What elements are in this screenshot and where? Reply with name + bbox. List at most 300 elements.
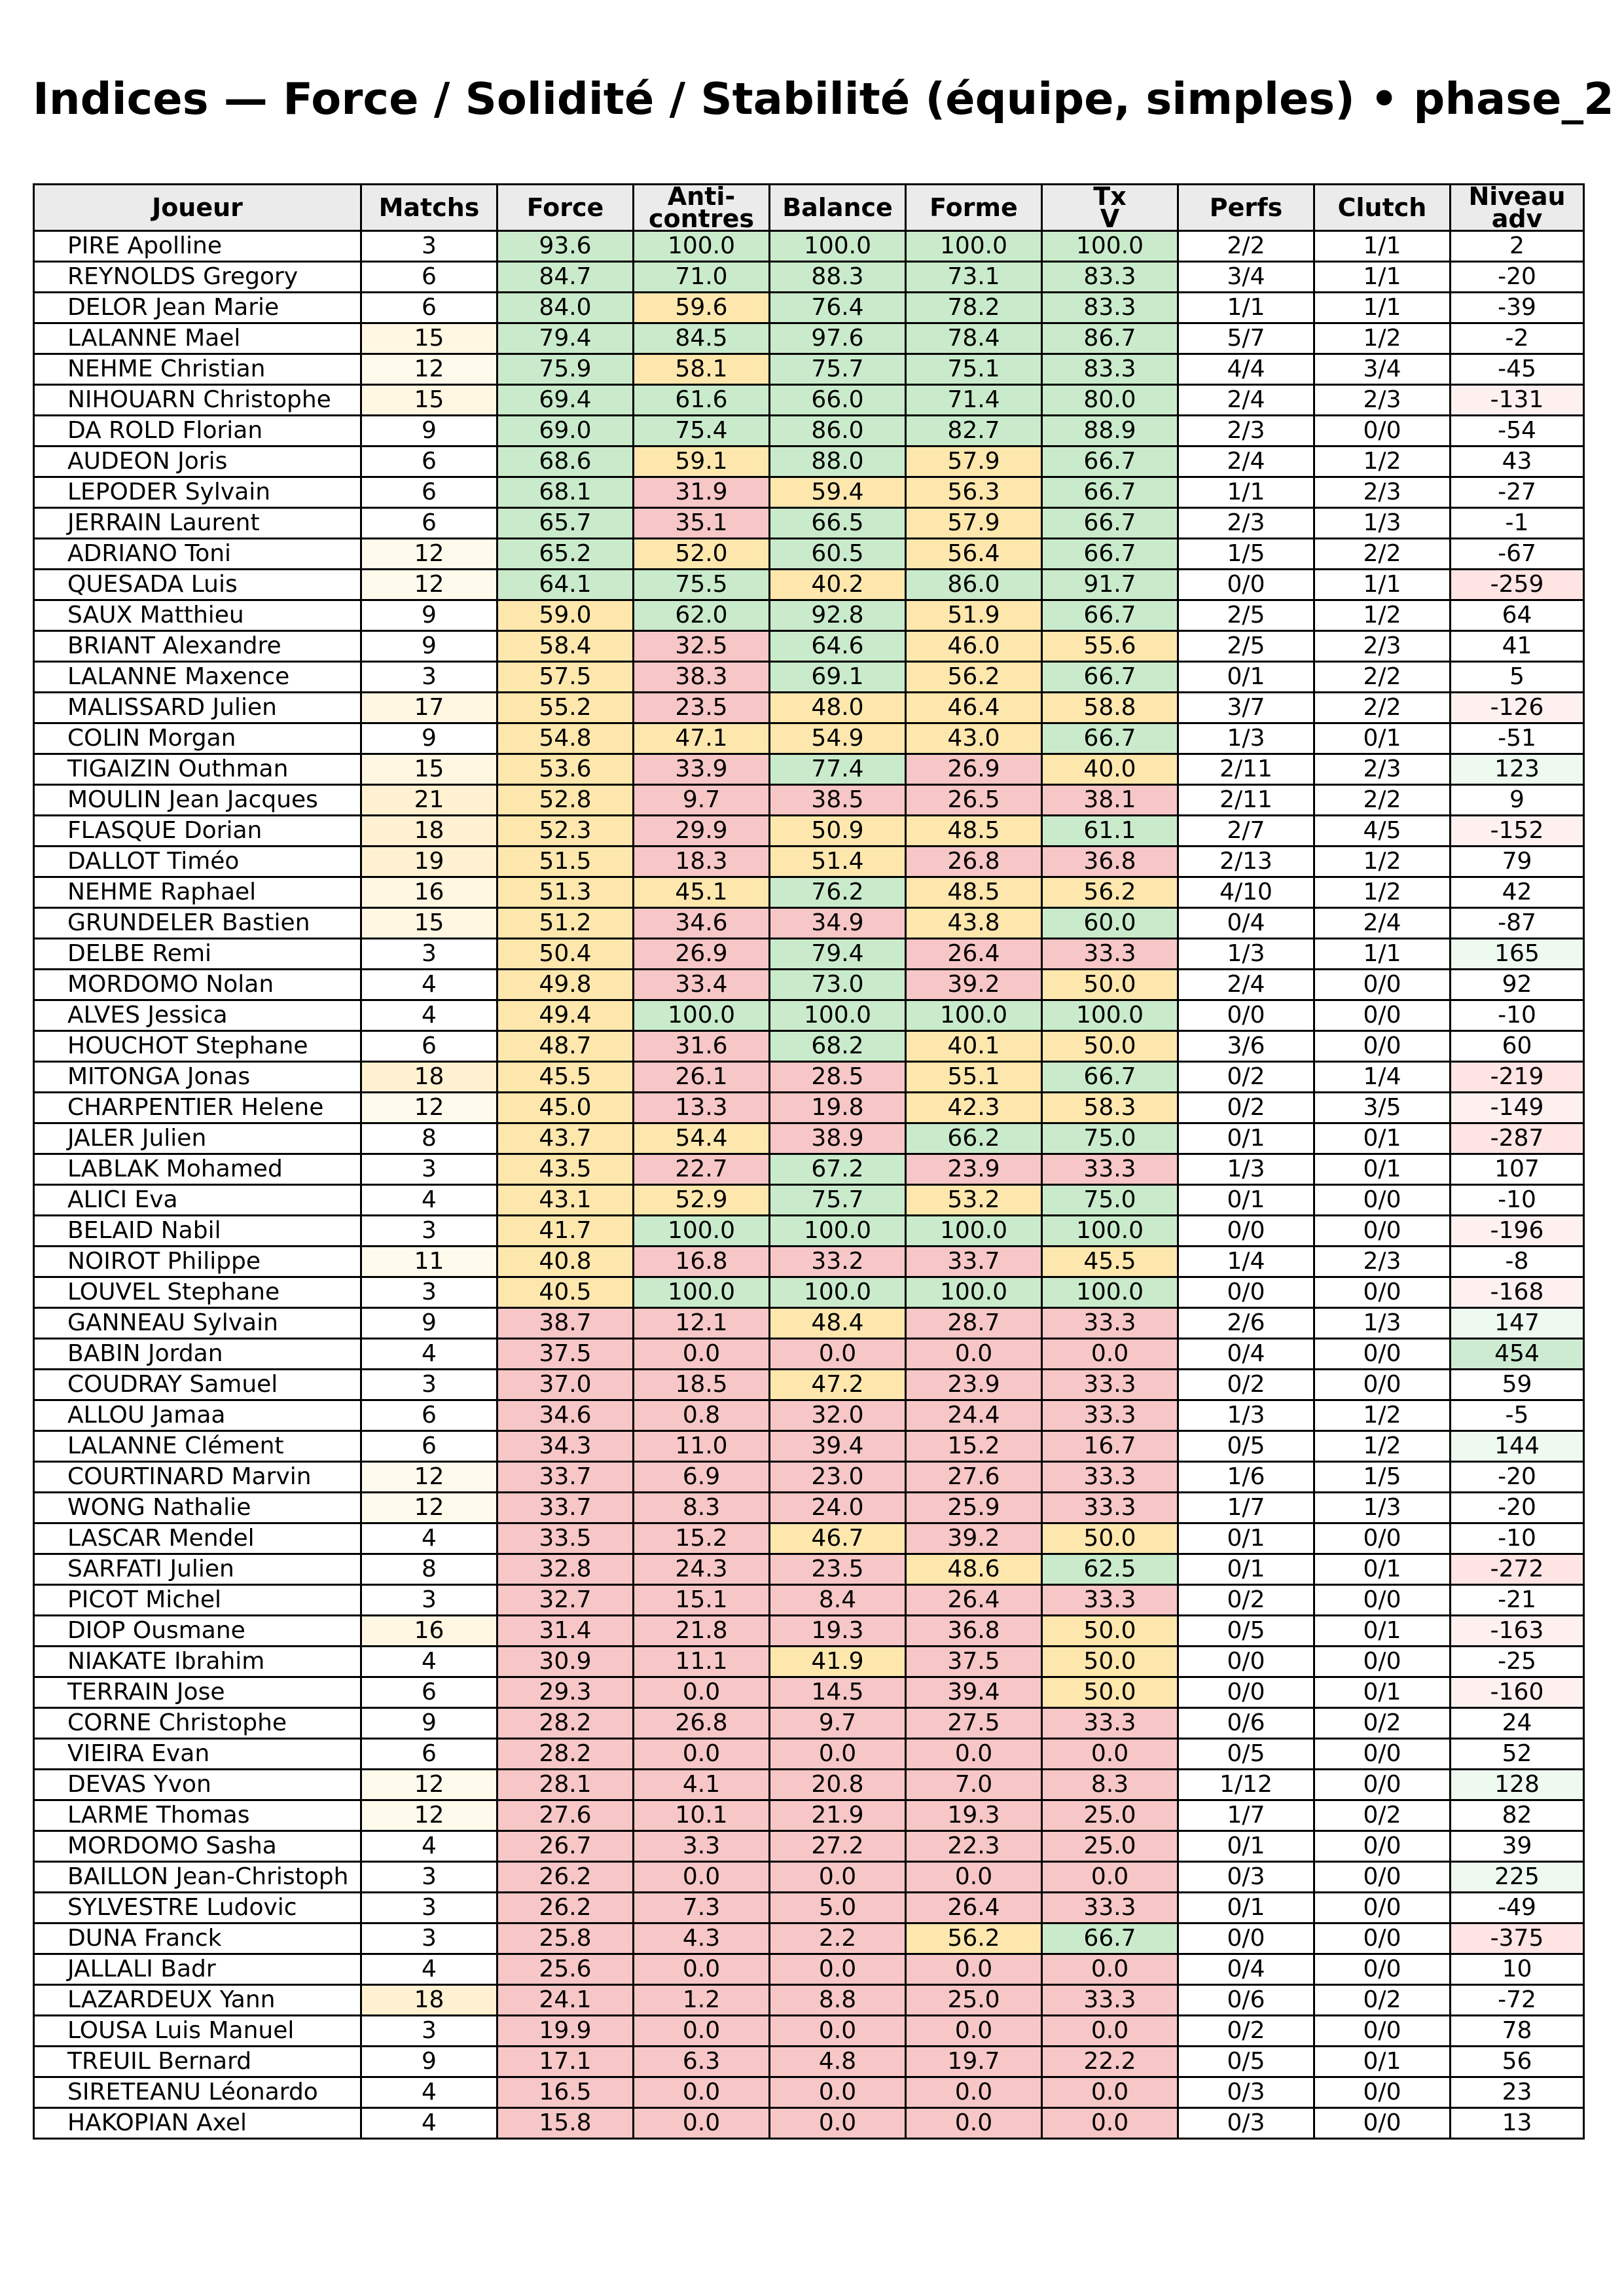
cell-player-name: LALANNE Mael xyxy=(34,323,361,354)
cell-perfs: 1/7 xyxy=(1178,1493,1314,1523)
cell-force: 32.7 xyxy=(497,1585,634,1616)
cell-clutch: 1/1 xyxy=(1314,231,1451,262)
cell-force: 68.1 xyxy=(497,477,634,508)
cell-player-name: MALISSARD Julien xyxy=(34,693,361,723)
cell-tx-v: 83.3 xyxy=(1042,262,1178,293)
cell-tx-v: 33.3 xyxy=(1042,1893,1178,1923)
cell-force: 32.8 xyxy=(497,1554,634,1585)
cell-tx-v: 100.0 xyxy=(1042,1000,1178,1031)
cell-forme: 25.9 xyxy=(906,1493,1042,1523)
cell-tx-v: 33.3 xyxy=(1042,1493,1178,1523)
cell-matchs: 3 xyxy=(361,1370,497,1400)
cell-matchs: 19 xyxy=(361,847,497,877)
cell-forme: 15.2 xyxy=(906,1431,1042,1462)
cell-force: 33.5 xyxy=(497,1523,634,1554)
cell-clutch: 0/0 xyxy=(1314,1277,1451,1308)
cell-matchs: 8 xyxy=(361,1554,497,1585)
cell-anti-contres: 7.3 xyxy=(634,1893,770,1923)
cell-player-name: DALLOT Timéo xyxy=(34,847,361,877)
cell-forme: 0.0 xyxy=(906,2077,1042,2108)
cell-tx-v: 22.2 xyxy=(1042,2047,1178,2077)
table-row xyxy=(34,1985,1584,2016)
cell-anti-contres: 31.6 xyxy=(634,1031,770,1062)
table-row xyxy=(34,323,1584,354)
cell-clutch: 0/1 xyxy=(1314,2047,1451,2077)
cell-niveau-adv: 128 xyxy=(1451,1770,1584,1800)
cell-force: 17.1 xyxy=(497,2047,634,2077)
cell-forme: 56.2 xyxy=(906,662,1042,693)
cell-player-name: BABIN Jordan xyxy=(34,1339,361,1370)
cell-anti-contres: 26.9 xyxy=(634,939,770,970)
cell-clutch: 1/2 xyxy=(1314,323,1451,354)
cell-matchs: 15 xyxy=(361,323,497,354)
cell-anti-contres: 100.0 xyxy=(634,1000,770,1031)
table-row xyxy=(34,385,1584,416)
cell-player-name: PICOT Michel xyxy=(34,1585,361,1616)
cell-force: 41.7 xyxy=(497,1216,634,1247)
cell-force: 55.2 xyxy=(497,693,634,723)
cell-matchs: 17 xyxy=(361,693,497,723)
col-header-matchs[interactable]: Matchs xyxy=(361,185,497,231)
table-row xyxy=(34,1123,1584,1154)
cell-niveau-adv: 144 xyxy=(1451,1431,1584,1462)
cell-niveau-adv: 39 xyxy=(1451,1831,1584,1862)
cell-matchs: 4 xyxy=(361,1647,497,1677)
cell-balance: 50.9 xyxy=(770,816,906,847)
cell-matchs: 4 xyxy=(361,1954,497,1985)
cell-anti-contres: 0.0 xyxy=(634,1954,770,1985)
cell-matchs: 3 xyxy=(361,662,497,693)
cell-niveau-adv: 107 xyxy=(1451,1154,1584,1185)
cell-balance: 19.8 xyxy=(770,1093,906,1123)
cell-player-name: HOUCHOT Stephane xyxy=(34,1031,361,1062)
table-row xyxy=(34,539,1584,570)
cell-forme: 0.0 xyxy=(906,1339,1042,1370)
cell-clutch: 0/1 xyxy=(1314,1616,1451,1647)
col-header-anti-contres[interactable]: Anti- contres xyxy=(634,185,770,231)
col-header-niveau-adv[interactable]: Niveau adv xyxy=(1451,185,1584,231)
cell-matchs: 9 xyxy=(361,1708,497,1739)
cell-anti-contres: 26.8 xyxy=(634,1708,770,1739)
cell-balance: 88.0 xyxy=(770,446,906,477)
cell-niveau-adv: 43 xyxy=(1451,446,1584,477)
cell-clutch: 2/3 xyxy=(1314,1247,1451,1277)
cell-anti-contres: 47.1 xyxy=(634,723,770,754)
cell-niveau-adv: 147 xyxy=(1451,1308,1584,1339)
col-header-tx-v[interactable]: Tx V xyxy=(1042,185,1178,231)
cell-niveau-adv: -54 xyxy=(1451,416,1584,446)
cell-balance: 100.0 xyxy=(770,231,906,262)
cell-tx-v: 75.0 xyxy=(1042,1123,1178,1154)
cell-forme: 100.0 xyxy=(906,1216,1042,1247)
cell-matchs: 3 xyxy=(361,1923,497,1954)
cell-anti-contres: 4.3 xyxy=(634,1923,770,1954)
cell-player-name: COURTINARD Marvin xyxy=(34,1462,361,1493)
cell-clutch: 2/2 xyxy=(1314,785,1451,816)
cell-tx-v: 0.0 xyxy=(1042,2108,1178,2139)
cell-niveau-adv: -72 xyxy=(1451,1985,1584,2016)
cell-player-name: CHARPENTIER Helene xyxy=(34,1093,361,1123)
table-row xyxy=(34,1831,1584,1862)
cell-balance: 100.0 xyxy=(770,1277,906,1308)
cell-force: 58.4 xyxy=(497,631,634,662)
cell-perfs: 0/2 xyxy=(1178,1062,1314,1093)
cell-niveau-adv: -160 xyxy=(1451,1677,1584,1708)
cell-forme: 100.0 xyxy=(906,231,1042,262)
table-row xyxy=(34,1923,1584,1954)
cell-clutch: 3/5 xyxy=(1314,1093,1451,1123)
cell-tx-v: 33.3 xyxy=(1042,1400,1178,1431)
cell-perfs: 0/6 xyxy=(1178,1708,1314,1739)
cell-matchs: 12 xyxy=(361,1493,497,1523)
cell-player-name: DUNA Franck xyxy=(34,1923,361,1954)
cell-force: 48.7 xyxy=(497,1031,634,1062)
cell-matchs: 4 xyxy=(361,1523,497,1554)
table-row xyxy=(34,1523,1584,1554)
cell-player-name: LAZARDEUX Yann xyxy=(34,1985,361,2016)
cell-clutch: 2/3 xyxy=(1314,754,1451,785)
cell-perfs: 2/2 xyxy=(1178,231,1314,262)
cell-tx-v: 0.0 xyxy=(1042,1739,1178,1770)
cell-matchs: 11 xyxy=(361,1247,497,1277)
cell-force: 79.4 xyxy=(497,323,634,354)
table-row xyxy=(34,231,1584,262)
cell-force: 40.5 xyxy=(497,1277,634,1308)
table-row xyxy=(34,2047,1584,2077)
cell-balance: 68.2 xyxy=(770,1031,906,1062)
cell-forme: 86.0 xyxy=(906,570,1042,600)
cell-tx-v: 36.8 xyxy=(1042,847,1178,877)
cell-anti-contres: 100.0 xyxy=(634,1216,770,1247)
cell-balance: 66.5 xyxy=(770,508,906,539)
cell-niveau-adv: -87 xyxy=(1451,908,1584,939)
cell-perfs: 0/1 xyxy=(1178,662,1314,693)
cell-anti-contres: 58.1 xyxy=(634,354,770,385)
cell-tx-v: 50.0 xyxy=(1042,1677,1178,1708)
table-row xyxy=(34,446,1584,477)
cell-matchs: 6 xyxy=(361,1400,497,1431)
cell-anti-contres: 0.0 xyxy=(634,1862,770,1893)
cell-clutch: 0/2 xyxy=(1314,1800,1451,1831)
cell-niveau-adv: -152 xyxy=(1451,816,1584,847)
cell-forme: 42.3 xyxy=(906,1093,1042,1123)
cell-forme: 43.0 xyxy=(906,723,1042,754)
cell-perfs: 0/2 xyxy=(1178,2016,1314,2047)
cell-forme: 48.6 xyxy=(906,1554,1042,1585)
cell-tx-v: 50.0 xyxy=(1042,970,1178,1000)
cell-clutch: 0/0 xyxy=(1314,1370,1451,1400)
cell-player-name: TREUIL Bernard xyxy=(34,2047,361,2077)
table-row xyxy=(34,662,1584,693)
cell-niveau-adv: -8 xyxy=(1451,1247,1584,1277)
cell-niveau-adv: -5 xyxy=(1451,1400,1584,1431)
cell-balance: 38.9 xyxy=(770,1123,906,1154)
cell-clutch: 0/0 xyxy=(1314,1339,1451,1370)
col-header-balance[interactable]: Balance xyxy=(770,185,906,231)
cell-balance: 77.4 xyxy=(770,754,906,785)
cell-player-name: SYLVESTRE Ludovic xyxy=(34,1893,361,1923)
cell-player-name: LOUVEL Stephane xyxy=(34,1277,361,1308)
cell-balance: 8.8 xyxy=(770,1985,906,2016)
cell-anti-contres: 0.8 xyxy=(634,1400,770,1431)
cell-perfs: 0/1 xyxy=(1178,1123,1314,1154)
table-row xyxy=(34,1708,1584,1739)
cell-balance: 100.0 xyxy=(770,1216,906,1247)
cell-player-name: LALANNE Maxence xyxy=(34,662,361,693)
cell-tx-v: 58.8 xyxy=(1042,693,1178,723)
cell-player-name: JERRAIN Laurent xyxy=(34,508,361,539)
cell-matchs: 3 xyxy=(361,939,497,970)
col-header-forme[interactable]: Forme xyxy=(906,185,1042,231)
cell-force: 25.6 xyxy=(497,1954,634,1985)
cell-matchs: 4 xyxy=(361,970,497,1000)
cell-matchs: 6 xyxy=(361,293,497,323)
cell-tx-v: 0.0 xyxy=(1042,1339,1178,1370)
cell-forme: 66.2 xyxy=(906,1123,1042,1154)
table-row xyxy=(34,2077,1584,2108)
table-row xyxy=(34,970,1584,1000)
cell-forme: 48.5 xyxy=(906,877,1042,908)
cell-clutch: 0/0 xyxy=(1314,2016,1451,2047)
cell-anti-contres: 52.0 xyxy=(634,539,770,570)
cell-clutch: 2/2 xyxy=(1314,693,1451,723)
cell-balance: 88.3 xyxy=(770,262,906,293)
cell-force: 15.8 xyxy=(497,2108,634,2139)
cell-clutch: 1/2 xyxy=(1314,1400,1451,1431)
cell-tx-v: 25.0 xyxy=(1042,1800,1178,1831)
cell-force: 52.8 xyxy=(497,785,634,816)
cell-clutch: 1/1 xyxy=(1314,293,1451,323)
page-title: Indices — Force / Solidité / Stabilité (équipe, simples) • phase_2 xyxy=(33,73,1614,124)
cell-matchs: 8 xyxy=(361,1123,497,1154)
cell-balance: 19.3 xyxy=(770,1616,906,1647)
table-row xyxy=(34,1216,1584,1247)
cell-matchs: 9 xyxy=(361,600,497,631)
cell-tx-v: 66.7 xyxy=(1042,723,1178,754)
cell-force: 64.1 xyxy=(497,570,634,600)
cell-perfs: 1/12 xyxy=(1178,1770,1314,1800)
cell-force: 54.8 xyxy=(497,723,634,754)
table-row xyxy=(34,2108,1584,2139)
cell-force: 45.0 xyxy=(497,1093,634,1123)
cell-balance: 20.8 xyxy=(770,1770,906,1800)
cell-matchs: 12 xyxy=(361,1800,497,1831)
cell-perfs: 0/5 xyxy=(1178,2047,1314,2077)
cell-force: 30.9 xyxy=(497,1647,634,1677)
cell-anti-contres: 54.4 xyxy=(634,1123,770,1154)
cell-perfs: 2/4 xyxy=(1178,446,1314,477)
cell-force: 38.7 xyxy=(497,1308,634,1339)
cell-perfs: 2/5 xyxy=(1178,631,1314,662)
col-header-perfs[interactable]: Perfs xyxy=(1178,185,1314,231)
cell-perfs: 3/7 xyxy=(1178,693,1314,723)
cell-niveau-adv: -67 xyxy=(1451,539,1584,570)
cell-anti-contres: 3.3 xyxy=(634,1831,770,1862)
cell-clutch: 2/2 xyxy=(1314,662,1451,693)
cell-forme: 0.0 xyxy=(906,1739,1042,1770)
cell-matchs: 6 xyxy=(361,508,497,539)
cell-force: 69.4 xyxy=(497,385,634,416)
cell-anti-contres: 62.0 xyxy=(634,600,770,631)
table-row xyxy=(34,1462,1584,1493)
cell-clutch: 0/1 xyxy=(1314,1677,1451,1708)
cell-balance: 64.6 xyxy=(770,631,906,662)
cell-clutch: 0/0 xyxy=(1314,1647,1451,1677)
cell-tx-v: 88.9 xyxy=(1042,416,1178,446)
table-row xyxy=(34,723,1584,754)
cell-matchs: 12 xyxy=(361,570,497,600)
cell-anti-contres: 24.3 xyxy=(634,1554,770,1585)
cell-player-name: TIGAIZIN Outhman xyxy=(34,754,361,785)
cell-perfs: 0/0 xyxy=(1178,1647,1314,1677)
table-row xyxy=(34,354,1584,385)
cell-anti-contres: 33.9 xyxy=(634,754,770,785)
cell-tx-v: 100.0 xyxy=(1042,1216,1178,1247)
cell-perfs: 1/5 xyxy=(1178,539,1314,570)
cell-forme: 57.9 xyxy=(906,446,1042,477)
cell-tx-v: 33.3 xyxy=(1042,939,1178,970)
cell-niveau-adv: -375 xyxy=(1451,1923,1584,1954)
cell-perfs: 1/3 xyxy=(1178,939,1314,970)
cell-force: 43.5 xyxy=(497,1154,634,1185)
cell-forme: 24.4 xyxy=(906,1400,1042,1431)
cell-tx-v: 58.3 xyxy=(1042,1093,1178,1123)
cell-forme: 100.0 xyxy=(906,1277,1042,1308)
table-row xyxy=(34,262,1584,293)
cell-matchs: 12 xyxy=(361,1093,497,1123)
cell-clutch: 3/4 xyxy=(1314,354,1451,385)
cell-player-name: COUDRAY Samuel xyxy=(34,1370,361,1400)
cell-forme: 26.5 xyxy=(906,785,1042,816)
cell-clutch: 1/1 xyxy=(1314,570,1451,600)
cell-clutch: 0/0 xyxy=(1314,2077,1451,2108)
cell-clutch: 2/3 xyxy=(1314,631,1451,662)
cell-player-name: MORDOMO Sasha xyxy=(34,1831,361,1862)
cell-perfs: 2/11 xyxy=(1178,785,1314,816)
cell-niveau-adv: -1 xyxy=(1451,508,1584,539)
cell-player-name: JALER Julien xyxy=(34,1123,361,1154)
cell-tx-v: 66.7 xyxy=(1042,508,1178,539)
cell-niveau-adv: 9 xyxy=(1451,785,1584,816)
table-row xyxy=(34,693,1584,723)
cell-perfs: 0/3 xyxy=(1178,1862,1314,1893)
cell-tx-v: 61.1 xyxy=(1042,816,1178,847)
table-header-row xyxy=(34,185,1584,231)
cell-perfs: 2/3 xyxy=(1178,416,1314,446)
cell-force: 27.6 xyxy=(497,1800,634,1831)
cell-matchs: 4 xyxy=(361,2108,497,2139)
cell-player-name: REYNOLDS Gregory xyxy=(34,262,361,293)
table-row xyxy=(34,600,1584,631)
cell-perfs: 2/3 xyxy=(1178,508,1314,539)
cell-anti-contres: 16.8 xyxy=(634,1247,770,1277)
cell-matchs: 4 xyxy=(361,2077,497,2108)
cell-force: 24.1 xyxy=(497,1985,634,2016)
table-row xyxy=(34,1554,1584,1585)
cell-balance: 14.5 xyxy=(770,1677,906,1708)
cell-anti-contres: 75.5 xyxy=(634,570,770,600)
cell-anti-contres: 38.3 xyxy=(634,662,770,693)
cell-player-name: DEVAS Yvon xyxy=(34,1770,361,1800)
cell-clutch: 2/4 xyxy=(1314,908,1451,939)
col-header-joueur[interactable]: Joueur xyxy=(34,185,361,231)
cell-clutch: 1/2 xyxy=(1314,847,1451,877)
cell-matchs: 18 xyxy=(361,1062,497,1093)
cell-perfs: 0/1 xyxy=(1178,1554,1314,1585)
col-header-force[interactable]: Force xyxy=(497,185,634,231)
cell-tx-v: 55.6 xyxy=(1042,631,1178,662)
cell-player-name: MITONGA Jonas xyxy=(34,1062,361,1093)
cell-perfs: 1/1 xyxy=(1178,293,1314,323)
cell-tx-v: 100.0 xyxy=(1042,231,1178,262)
cell-matchs: 6 xyxy=(361,477,497,508)
cell-perfs: 0/1 xyxy=(1178,1523,1314,1554)
cell-clutch: 0/0 xyxy=(1314,1585,1451,1616)
cell-clutch: 0/0 xyxy=(1314,416,1451,446)
cell-forme: 27.6 xyxy=(906,1462,1042,1493)
cell-force: 33.7 xyxy=(497,1493,634,1523)
cell-perfs: 0/2 xyxy=(1178,1370,1314,1400)
cell-perfs: 4/10 xyxy=(1178,877,1314,908)
cell-perfs: 0/3 xyxy=(1178,2108,1314,2139)
cell-perfs: 2/7 xyxy=(1178,816,1314,847)
cell-anti-contres: 21.8 xyxy=(634,1616,770,1647)
cell-player-name: CORNE Christophe xyxy=(34,1708,361,1739)
cell-matchs: 3 xyxy=(361,231,497,262)
cell-forme: 100.0 xyxy=(906,1000,1042,1031)
cell-matchs: 4 xyxy=(361,1000,497,1031)
table-row xyxy=(34,754,1584,785)
cell-clutch: 0/0 xyxy=(1314,1523,1451,1554)
cell-anti-contres: 13.3 xyxy=(634,1093,770,1123)
cell-anti-contres: 9.7 xyxy=(634,785,770,816)
cell-force: 75.9 xyxy=(497,354,634,385)
cell-tx-v: 33.3 xyxy=(1042,1154,1178,1185)
cell-forme: 46.0 xyxy=(906,631,1042,662)
cell-tx-v: 100.0 xyxy=(1042,1277,1178,1308)
cell-matchs: 3 xyxy=(361,1893,497,1923)
cell-niveau-adv: 2 xyxy=(1451,231,1584,262)
cell-tx-v: 66.7 xyxy=(1042,600,1178,631)
cell-player-name: GANNEAU Sylvain xyxy=(34,1308,361,1339)
table-row xyxy=(34,1616,1584,1647)
table-row xyxy=(34,1647,1584,1677)
cell-player-name: AUDEON Joris xyxy=(34,446,361,477)
cell-force: 19.9 xyxy=(497,2016,634,2047)
cell-perfs: 0/1 xyxy=(1178,1185,1314,1216)
cell-matchs: 3 xyxy=(361,2016,497,2047)
cell-perfs: 2/6 xyxy=(1178,1308,1314,1339)
cell-forme: 53.2 xyxy=(906,1185,1042,1216)
cell-matchs: 4 xyxy=(361,1339,497,1370)
cell-forme: 75.1 xyxy=(906,354,1042,385)
table-row xyxy=(34,1000,1584,1031)
cell-perfs: 0/2 xyxy=(1178,1585,1314,1616)
cell-niveau-adv: -196 xyxy=(1451,1216,1584,1247)
cell-forme: 36.8 xyxy=(906,1616,1042,1647)
cell-player-name: HAKOPIAN Axel xyxy=(34,2108,361,2139)
cell-force: 59.0 xyxy=(497,600,634,631)
col-header-clutch[interactable]: Clutch xyxy=(1314,185,1451,231)
cell-perfs: 1/3 xyxy=(1178,1400,1314,1431)
cell-player-name: NOIROT Philippe xyxy=(34,1247,361,1277)
cell-balance: 100.0 xyxy=(770,1000,906,1031)
cell-perfs: 0/1 xyxy=(1178,1893,1314,1923)
cell-perfs: 0/4 xyxy=(1178,1339,1314,1370)
cell-niveau-adv: -27 xyxy=(1451,477,1584,508)
cell-force: 49.4 xyxy=(497,1000,634,1031)
cell-forme: 39.2 xyxy=(906,970,1042,1000)
